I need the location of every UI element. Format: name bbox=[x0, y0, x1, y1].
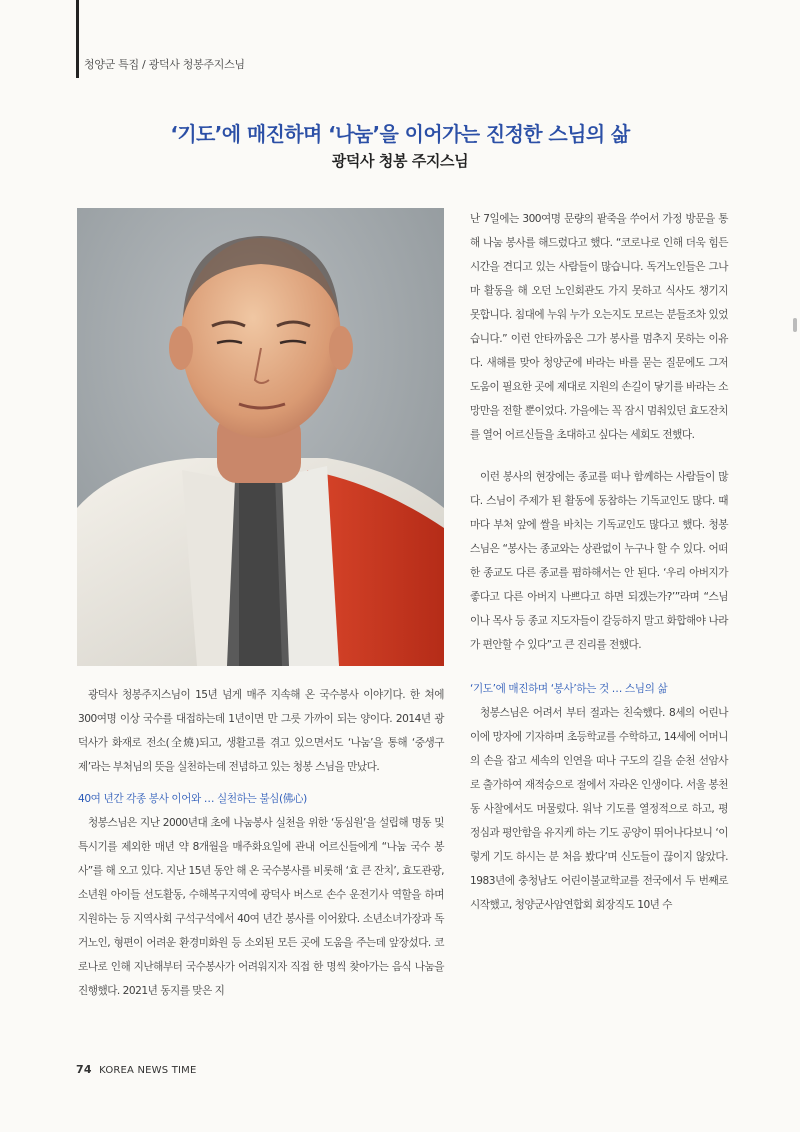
section-subhead-2: ‘기도’에 매진하며 ‘봉사’하는 것 … 스님의 삶 bbox=[470, 683, 668, 695]
left-column bbox=[78, 683, 444, 1003]
portrait-illustration bbox=[77, 208, 444, 666]
paragraph-gap bbox=[470, 447, 728, 465]
section-subhead-1: 40여 년간 각종 봉사 이어와 … 실천하는 불심(佛心) bbox=[78, 793, 307, 805]
page-footer bbox=[76, 1063, 197, 1076]
section-label: 청양군 특집 / 광덕사 청봉주지스님 bbox=[84, 58, 245, 71]
right-column bbox=[470, 207, 728, 917]
monk-portrait-photo bbox=[77, 208, 444, 666]
body-paragraph-1: 청봉스님은 지난 2000년대 초에 나눔봉사 실천을 위한 ‘동심원’을 설립해 명동 및 특시기를 제외한 매년 약 8개월을 매주화요일에 관내 어르신들에게 “나눔 국수 봉사”를 해 오고 있다. 지난 15년 동안 해 온 국수봉사를 비롯해 ‘효 큰 잔치’, 효도관광, 소년원 아이들 선도활동, 수해복구지역에 광덕사 버스로 손수 운전기사 역할을 하며 지원하는 등 지역사회 구석구석에서 40여 년간 봉사를 이어왔다. 소년소녀가장과 독거노인, 형편이 어려운 환경미화원 등 소외된 모든 곳에 도움을 주는데 앞장섰다. 코로나로 인해 지난해부터 국수봉사가 어려워지자 직접 한 명씩 찾아가는 음식 나눔을 진행했다. 2021년 동지를 맞은 지 bbox=[78, 817, 444, 997]
paragraph-gap bbox=[470, 657, 728, 675]
body-paragraph-4: 청봉스님은 어려서 부터 절과는 친숙했다. 8세의 어린나이에 망자에 기자하며 초등학교를 수학하고, 14세에 어머니의 손을 잡고 세속의 인연을 떠나 구도의 길을 순천 선암사로 출가하여 재적승으로 절에서 자라온 인생이다. 서울 봉천동 사찰에서도 머물렀다. 워낙 기도를 열정적으로 하고, 평정심과 평안함을 유지케 하는 기도 공양이 뛰어나다보니 ‘이렇게 기도 하시는 분 처음 봤다’며 신도들이 끊이지 않았다. 1983년에 충청남도 어린이불교학교를 전국에서 두 번째로 시작했고, 청양군사암연합회 회장직도 10년 수 bbox=[470, 707, 728, 911]
article-subtitle: 광덕사 청봉 주지스님 bbox=[331, 152, 469, 170]
intro-paragraph: 광덕사 청봉주지스님이 15년 넘게 매주 지속해 온 국수봉사 이야기다. 한 쳐에 300여명 이상 국수를 대접하는데 1년이면 만 그릇 가까이 되는 양이다. 2014년 광덕사가 화재로 전소(全燒)되고, 생활고를 겪고 있으면서도 ‘나눔’을 통해 ‘중생구제’라는 부처님의 뜻을 실천하는데 전념하고 있는 청봉 스님을 만났다. bbox=[78, 689, 444, 773]
article-title: ‘기도’에 매진하며 ‘나눔’을 이어가는 진정한 스님의 삶 bbox=[170, 122, 630, 146]
page-edge-mark bbox=[793, 318, 797, 332]
body-paragraph-3: 이런 봉사의 현장에는 종교를 떠나 함께하는 사람들이 많다. 스님이 주제가 된 활동에 동참하는 기독교인도 많다. 때마다 부처 앞에 쌀을 바치는 기독교인도 많다고 했다. 청봉 스님은 “봉사는 종교와는 상관없이 누구나 할 수 있다. 어떠한 종교도 다른 종교를 폄하해서는 안 된다. ‘우리 아버지가 좋다고 다른 아버지 나쁘다고 하면 되겠는가?’”라며 “스님이나 목사 등 종교 지도자들이 갈등하지 말고 화합해야 나라가 편안할 수 있다”고 큰 진리를 전했다. bbox=[470, 471, 728, 651]
header-rule bbox=[76, 0, 79, 78]
publication-name: KOREA NEWS TIME bbox=[99, 1065, 197, 1076]
body-paragraph-2: 난 7일에는 300여명 문량의 팥죽을 쑤어서 가정 방문을 통해 나눔 봉사를 해드렸다고 했다. “코로나로 인해 더욱 힘든 시간을 견디고 있는 사람들이 많습니다. 독거노인들은 그나마 활동을 해 오던 노인회관도 가지 못하고 식사도 챙기지 못합니다. 침대에 누워 누가 오는지도 모르는 분들조차 있었습니다.” 이런 안타까움은 그가 봉사를 멈추지 못하는 이유다. 새해를 맞아 청양군에 바라는 바를 묻는 질문에도 그저 도움이 필요한 곳에 제대로 지원의 손길이 닿기를 바라는 소망만을 전할 뿐이었다. 가을에는 꼭 잠시 멈춰있던 효도잔치를 열어 어르신들을 초대하고 싶다는 세회도 전했다. bbox=[470, 213, 728, 441]
page-number: 74 bbox=[76, 1063, 92, 1076]
